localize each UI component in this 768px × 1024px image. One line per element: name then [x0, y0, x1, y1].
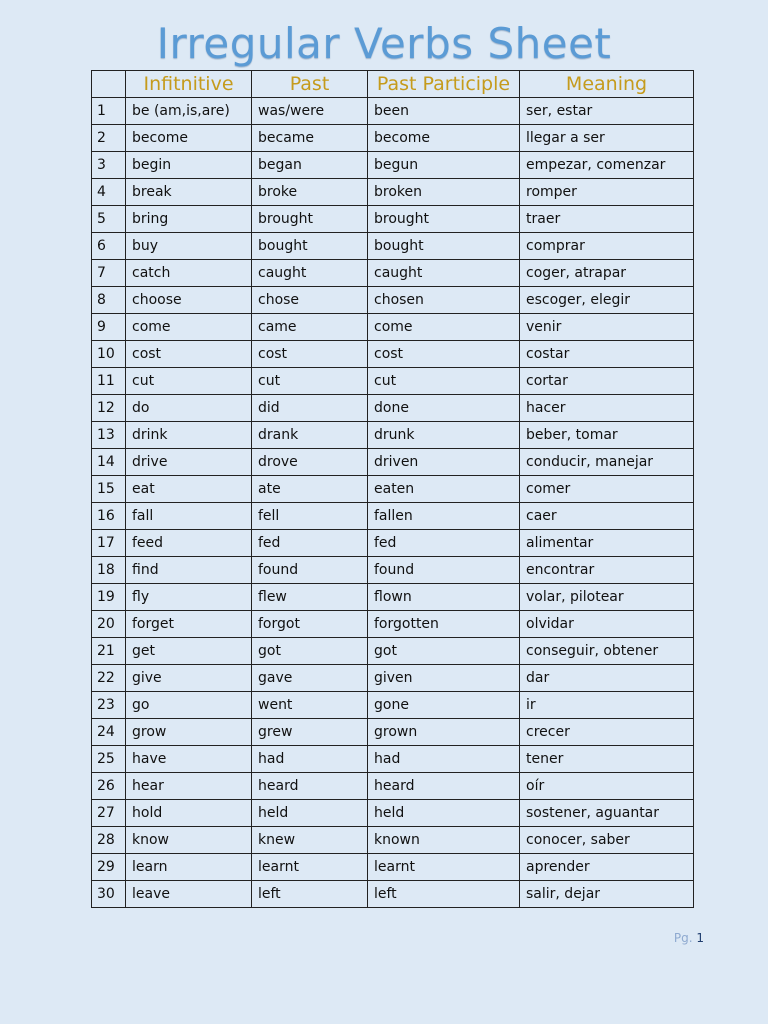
table-row: [92, 638, 694, 665]
past-participle-cell: begun: [368, 152, 520, 179]
table-row: [92, 233, 694, 260]
table-row: [92, 314, 694, 341]
page-title: Irregular Verbs Sheet: [156, 19, 612, 68]
past-cell: knew: [252, 827, 368, 854]
meaning-cell: cortar: [520, 368, 694, 395]
infinitive-cell: drive: [126, 449, 252, 476]
header-past-participle: Past Participle: [368, 71, 520, 98]
meaning-cell: costar: [520, 341, 694, 368]
past-cell: gave: [252, 665, 368, 692]
header-row: [92, 71, 694, 98]
row-number: 19: [92, 584, 126, 611]
row-number: 12: [92, 395, 126, 422]
meaning-cell: empezar, comenzar: [520, 152, 694, 179]
infinitive-cell: leave: [126, 881, 252, 908]
infinitive-cell: be (am,is,are): [126, 98, 252, 125]
meaning-cell: conducir, manejar: [520, 449, 694, 476]
past-cell: broke: [252, 179, 368, 206]
infinitive-cell: come: [126, 314, 252, 341]
table-row: [92, 260, 694, 287]
past-participle-cell: left: [368, 881, 520, 908]
past-participle-cell: bought: [368, 233, 520, 260]
past-participle-cell: come: [368, 314, 520, 341]
row-number: 18: [92, 557, 126, 584]
past-cell: cost: [252, 341, 368, 368]
past-participle-cell: had: [368, 746, 520, 773]
row-number: 2: [92, 125, 126, 152]
past-cell: flew: [252, 584, 368, 611]
row-number: 13: [92, 422, 126, 449]
past-cell: fed: [252, 530, 368, 557]
verbs-table: [91, 70, 694, 908]
table-row: [92, 395, 694, 422]
row-number: 22: [92, 665, 126, 692]
infinitive-cell: become: [126, 125, 252, 152]
table-row: [92, 449, 694, 476]
past-cell: came: [252, 314, 368, 341]
row-number: 21: [92, 638, 126, 665]
past-participle-cell: given: [368, 665, 520, 692]
past-cell: brought: [252, 206, 368, 233]
meaning-cell: tener: [520, 746, 694, 773]
verbs-table-body: [92, 98, 694, 908]
meaning-cell: coger, atrapar: [520, 260, 694, 287]
infinitive-cell: do: [126, 395, 252, 422]
table-row: [92, 557, 694, 584]
page-label: Pg.: [673, 931, 693, 945]
table-row: [92, 287, 694, 314]
past-participle-cell: fallen: [368, 503, 520, 530]
past-cell: did: [252, 395, 368, 422]
past-participle-cell: got: [368, 638, 520, 665]
table-row: [92, 206, 694, 233]
row-number: 28: [92, 827, 126, 854]
meaning-cell: beber, tomar: [520, 422, 694, 449]
meaning-cell: oír: [520, 773, 694, 800]
infinitive-cell: hold: [126, 800, 252, 827]
meaning-cell: ir: [520, 692, 694, 719]
meaning-cell: volar, pilotear: [520, 584, 694, 611]
table-row: [92, 746, 694, 773]
past-cell: had: [252, 746, 368, 773]
meaning-cell: romper: [520, 179, 694, 206]
meaning-cell: olvidar: [520, 611, 694, 638]
table-row: [92, 179, 694, 206]
past-cell: chose: [252, 287, 368, 314]
meaning-cell: hacer: [520, 395, 694, 422]
table-row: [92, 719, 694, 746]
row-number: 27: [92, 800, 126, 827]
row-number: 23: [92, 692, 126, 719]
row-number: 1: [92, 98, 126, 125]
infinitive-cell: break: [126, 179, 252, 206]
table-row: [92, 692, 694, 719]
past-cell: forgot: [252, 611, 368, 638]
past-participle-cell: brought: [368, 206, 520, 233]
table-row: [92, 665, 694, 692]
infinitive-cell: find: [126, 557, 252, 584]
row-number: 17: [92, 530, 126, 557]
past-participle-cell: found: [368, 557, 520, 584]
meaning-cell: crecer: [520, 719, 694, 746]
meaning-cell: sostener, aguantar: [520, 800, 694, 827]
past-cell: heard: [252, 773, 368, 800]
past-participle-cell: known: [368, 827, 520, 854]
infinitive-cell: forget: [126, 611, 252, 638]
row-number: 5: [92, 206, 126, 233]
header-meaning: Meaning: [520, 71, 694, 98]
infinitive-cell: begin: [126, 152, 252, 179]
table-row: [92, 368, 694, 395]
table-row: [92, 152, 694, 179]
meaning-cell: dar: [520, 665, 694, 692]
table-row: [92, 503, 694, 530]
row-number: 11: [92, 368, 126, 395]
past-participle-cell: become: [368, 125, 520, 152]
past-cell: found: [252, 557, 368, 584]
row-number: 24: [92, 719, 126, 746]
meaning-cell: conocer, saber: [520, 827, 694, 854]
row-number: 3: [92, 152, 126, 179]
infinitive-cell: fall: [126, 503, 252, 530]
page-value: 1: [696, 931, 704, 945]
row-number: 15: [92, 476, 126, 503]
past-participle-cell: flown: [368, 584, 520, 611]
past-cell: drank: [252, 422, 368, 449]
table-row: [92, 773, 694, 800]
past-participle-cell: learnt: [368, 854, 520, 881]
past-cell: became: [252, 125, 368, 152]
past-participle-cell: gone: [368, 692, 520, 719]
past-participle-cell: cost: [368, 341, 520, 368]
row-number: 20: [92, 611, 126, 638]
table-row: [92, 800, 694, 827]
row-number: 25: [92, 746, 126, 773]
infinitive-cell: cost: [126, 341, 252, 368]
row-number: 4: [92, 179, 126, 206]
meaning-cell: alimentar: [520, 530, 694, 557]
infinitive-cell: buy: [126, 233, 252, 260]
past-participle-cell: heard: [368, 773, 520, 800]
past-participle-cell: held: [368, 800, 520, 827]
infinitive-cell: feed: [126, 530, 252, 557]
infinitive-cell: drink: [126, 422, 252, 449]
past-participle-cell: chosen: [368, 287, 520, 314]
past-participle-cell: eaten: [368, 476, 520, 503]
past-participle-cell: broken: [368, 179, 520, 206]
infinitive-cell: have: [126, 746, 252, 773]
table-row: [92, 854, 694, 881]
past-cell: went: [252, 692, 368, 719]
infinitive-cell: fly: [126, 584, 252, 611]
infinitive-cell: go: [126, 692, 252, 719]
meaning-cell: comer: [520, 476, 694, 503]
meaning-cell: aprender: [520, 854, 694, 881]
infinitive-cell: grow: [126, 719, 252, 746]
page-number: [674, 931, 704, 945]
table-row: [92, 422, 694, 449]
table-row: [92, 881, 694, 908]
row-number: 29: [92, 854, 126, 881]
row-number: 8: [92, 287, 126, 314]
meaning-cell: llegar a ser: [520, 125, 694, 152]
table-row: [92, 611, 694, 638]
past-participle-cell: done: [368, 395, 520, 422]
table-row: [92, 98, 694, 125]
past-participle-cell: fed: [368, 530, 520, 557]
past-participle-cell: grown: [368, 719, 520, 746]
past-cell: got: [252, 638, 368, 665]
meaning-cell: escoger, elegir: [520, 287, 694, 314]
past-participle-cell: driven: [368, 449, 520, 476]
row-number: 16: [92, 503, 126, 530]
table-row: [92, 827, 694, 854]
past-cell: drove: [252, 449, 368, 476]
infinitive-cell: bring: [126, 206, 252, 233]
past-participle-cell: drunk: [368, 422, 520, 449]
row-number: 6: [92, 233, 126, 260]
row-number: 10: [92, 341, 126, 368]
past-participle-cell: been: [368, 98, 520, 125]
table-row: [92, 125, 694, 152]
past-cell: learnt: [252, 854, 368, 881]
infinitive-cell: eat: [126, 476, 252, 503]
past-cell: ate: [252, 476, 368, 503]
infinitive-cell: choose: [126, 287, 252, 314]
past-cell: grew: [252, 719, 368, 746]
row-number: 26: [92, 773, 126, 800]
infinitive-cell: get: [126, 638, 252, 665]
meaning-cell: traer: [520, 206, 694, 233]
meaning-cell: encontrar: [520, 557, 694, 584]
row-number: 14: [92, 449, 126, 476]
meaning-cell: comprar: [520, 233, 694, 260]
past-participle-cell: caught: [368, 260, 520, 287]
past-cell: left: [252, 881, 368, 908]
table-row: [92, 476, 694, 503]
table-row: [92, 584, 694, 611]
infinitive-cell: catch: [126, 260, 252, 287]
past-cell: was/were: [252, 98, 368, 125]
meaning-cell: venir: [520, 314, 694, 341]
meaning-cell: salir, dejar: [520, 881, 694, 908]
past-cell: held: [252, 800, 368, 827]
past-cell: caught: [252, 260, 368, 287]
past-cell: began: [252, 152, 368, 179]
header-number: [92, 71, 126, 98]
meaning-cell: ser, estar: [520, 98, 694, 125]
row-number: 9: [92, 314, 126, 341]
row-number: 7: [92, 260, 126, 287]
table-row: [92, 341, 694, 368]
row-number: 30: [92, 881, 126, 908]
past-cell: cut: [252, 368, 368, 395]
meaning-cell: conseguir, obtener: [520, 638, 694, 665]
table-row: [92, 530, 694, 557]
past-cell: fell: [252, 503, 368, 530]
meaning-cell: caer: [520, 503, 694, 530]
past-participle-cell: cut: [368, 368, 520, 395]
infinitive-cell: cut: [126, 368, 252, 395]
infinitive-cell: give: [126, 665, 252, 692]
past-cell: bought: [252, 233, 368, 260]
infinitive-cell: learn: [126, 854, 252, 881]
past-participle-cell: forgotten: [368, 611, 520, 638]
header-infinitive: Infitnitive: [126, 71, 252, 98]
header-past: Past: [252, 71, 368, 98]
infinitive-cell: hear: [126, 773, 252, 800]
infinitive-cell: know: [126, 827, 252, 854]
